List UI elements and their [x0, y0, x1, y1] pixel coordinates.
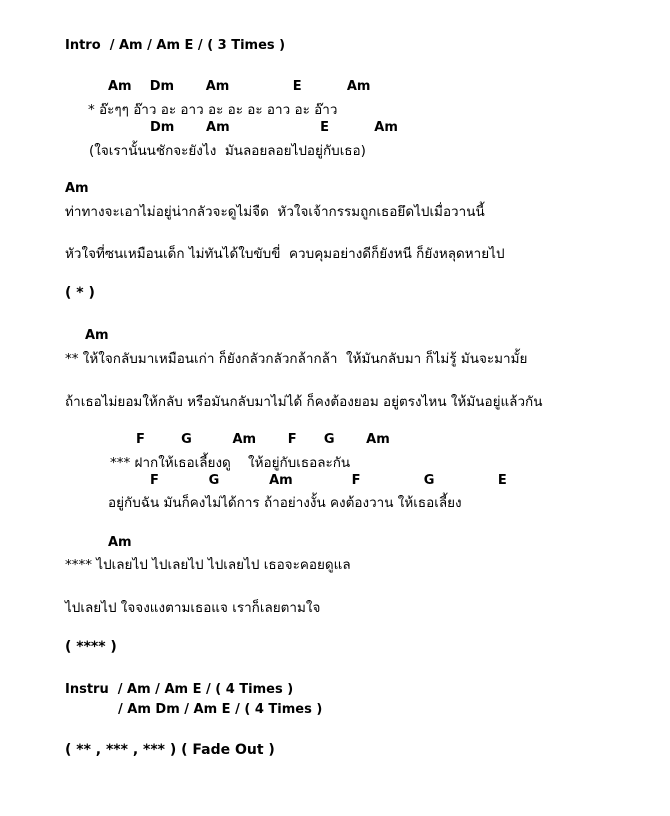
- lyric-line: ถ้าเธอไม่ยอมให้กลับ หรือมันกลับมาไม่ได้ ก็คงต้องยอม อยู่ตรงไหน ให้มันอยู่แล้วกัน: [65, 394, 543, 410]
- chord-line: Am: [65, 181, 89, 196]
- repeat-marker: ( **** ): [65, 639, 117, 655]
- lyric-line: **** ไปเลยไป ไปเลยไป ไปเลยไป เธอจะคอยดูแล: [65, 557, 351, 573]
- lyric-line: *** ฝากให้เธอเลี้ยงดู ให้อยู่กับเธอละกัน: [110, 455, 351, 471]
- lyric-line: * อ๊ะๆๆ อ๊าว อะ อาว อะ อะ อะ อาว อะ อ๊าว: [88, 102, 338, 118]
- chord-line: F G Am F G E: [150, 473, 507, 488]
- lyric-line: ** ให้ใจกลับมาเหมือนเก่า ก็ยังกลัวกลัวกล้ากล้า ให้มันกลับมา ก็ไม่รู้ มันจะมามั้ย: [65, 351, 528, 367]
- chord-line: F G Am F G Am: [136, 432, 390, 447]
- repeat-marker: ( * ): [65, 285, 95, 301]
- chord-line: Dm Am E Am: [150, 120, 398, 135]
- chord-line: Am: [108, 535, 132, 550]
- chord-line: Am Dm Am E Am: [108, 79, 371, 94]
- intro-line: Intro / Am / Am E / ( 3 Times ): [65, 38, 286, 53]
- lyric-line: (ใจเรานั้นนชักจะยังไง มันลอยลอยไปอยู่กับเธอ): [89, 143, 366, 159]
- instru-line: / Am Dm / Am E / ( 4 Times ): [118, 702, 323, 717]
- chord-line: Am: [85, 328, 109, 343]
- lyric-line: หัวใจที่ซนเหมือนเด็ก ไม่ทันได้ใบขับขี่ ควบคุมอย่างดีก็ยังหนี ก็ยังหลุดหายไป: [65, 246, 505, 262]
- lyric-line: ไปเลยไป ใจจงแงตามเธอแจ เราก็เลยตามใจ: [65, 600, 321, 616]
- ending-line: ( ** , *** , *** ) ( Fade Out ): [65, 742, 275, 758]
- lyric-line: อยู่กับฉัน มันก็คงไม่ได้การ ถ้าอย่างงั้น คงต้องวาน ให้เธอเลี้ยง: [108, 495, 462, 511]
- instru-line: Instru / Am / Am E / ( 4 Times ): [65, 682, 294, 697]
- lyric-line: ท่าทางจะเอาไม่อยู่น่ากลัวจะดูไม่จืด หัวใจเจ้ากรรมถูกเธอยึดไปเมื่อวานนี้: [65, 204, 485, 220]
